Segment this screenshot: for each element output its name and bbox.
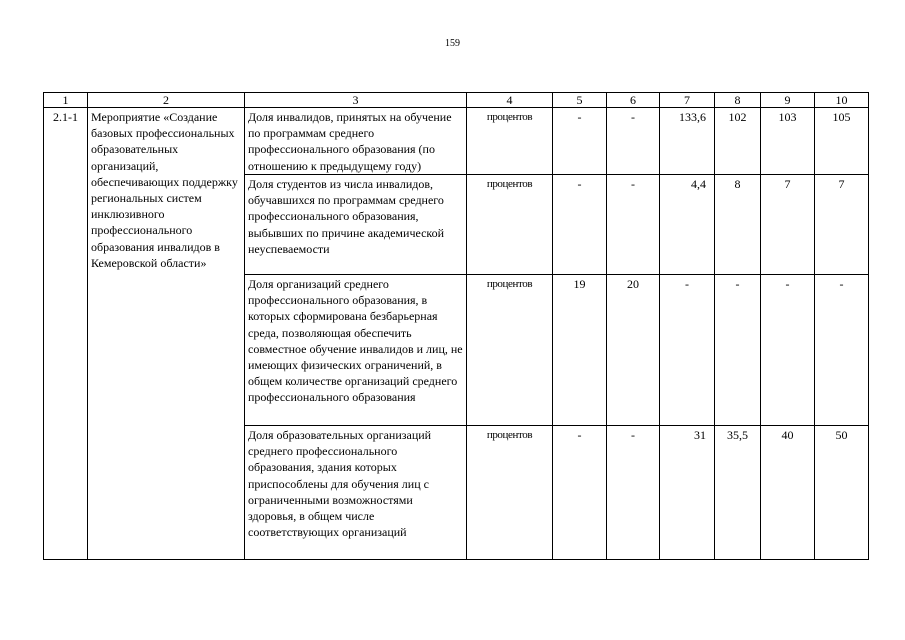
value-cell: - — [553, 108, 607, 175]
page-number: 159 — [445, 38, 460, 49]
value-cell: - — [607, 426, 660, 560]
value-cell: 102 — [715, 108, 761, 175]
header-cell: 4 — [467, 93, 553, 108]
header-cell: 7 — [660, 93, 715, 108]
header-cell: 5 — [553, 93, 607, 108]
value-cell: 7 — [761, 175, 815, 275]
header-cell: 2 — [88, 93, 245, 108]
value-cell: 103 — [761, 108, 815, 175]
measure-cell: Мероприятие «Создание базовых профессиональных образовательных организаций, обеспечивающих поддержку региональных систем инклюзивного профессионального образования инвалидов в Кемеровской области» — [88, 108, 245, 560]
header-cell: 9 — [761, 93, 815, 108]
value-cell: - — [607, 108, 660, 175]
header-cell: 10 — [815, 93, 869, 108]
header-row — [44, 93, 869, 108]
value-cell: 31 — [660, 426, 715, 560]
value-cell: 20 — [607, 275, 660, 426]
indicator-name-cell: Доля инвалидов, принятых на обучение по программам среднего профессионального образования (по отношению к предыдущему году) — [245, 108, 467, 175]
value-cell: - — [553, 426, 607, 560]
indicator-name-cell: Доля студентов из числа инвалидов, обучавшихся по программам среднего профессионального образования, выбывших по причине академической неуспеваемости — [245, 175, 467, 275]
row-id-cell: 2.1-1 — [44, 108, 88, 560]
value-cell: - — [715, 275, 761, 426]
value-cell: 105 — [815, 108, 869, 175]
value-cell: - — [660, 275, 715, 426]
header-cell: 6 — [607, 93, 660, 108]
table-row — [44, 108, 869, 175]
value-cell: 8 — [715, 175, 761, 275]
value-cell: 40 — [761, 426, 815, 560]
header-cell: 3 — [245, 93, 467, 108]
indicator-name-cell: Доля образовательных организаций среднего профессионального образования, здания которых приспособлены для обучения лиц с ограниченными возможностями здоровья, в общем числе соответствующих организаций — [245, 426, 467, 560]
value-cell: 133,6 — [660, 108, 715, 175]
value-cell: 19 — [553, 275, 607, 426]
unit-cell: процентов — [467, 175, 553, 275]
value-cell: 7 — [815, 175, 869, 275]
value-cell: - — [553, 175, 607, 275]
value-cell: 4,4 — [660, 175, 715, 275]
value-cell: - — [815, 275, 869, 426]
value-cell: 50 — [815, 426, 869, 560]
header-cell: 1 — [44, 93, 88, 108]
indicators-table — [43, 92, 869, 560]
header-cell: 8 — [715, 93, 761, 108]
unit-cell: процентов — [467, 108, 553, 175]
value-cell: - — [607, 175, 660, 275]
value-cell: - — [761, 275, 815, 426]
unit-cell: процентов — [467, 426, 553, 560]
indicator-name-cell: Доля организаций среднего профессионального образования, в которых сформирована безбарьерная среда, позволяющая обеспечить совместное обучение инвалидов и лиц, не имеющих физических ограничений, в общем количестве организаций среднего профессионального образования — [245, 275, 467, 426]
value-cell: 35,5 — [715, 426, 761, 560]
unit-cell: процентов — [467, 275, 553, 426]
